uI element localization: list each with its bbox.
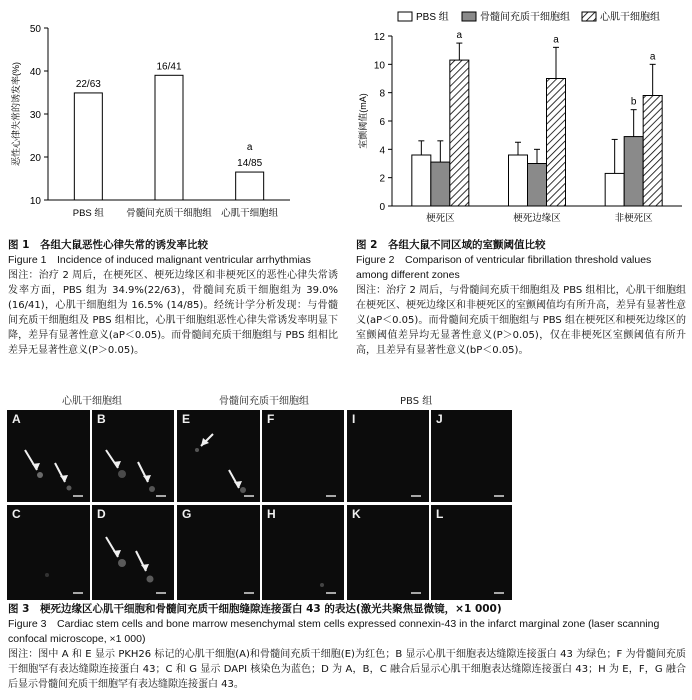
- panel-E: E: [177, 410, 260, 502]
- significance-label: a: [553, 34, 559, 46]
- y-tick-label: 10: [373, 60, 385, 72]
- figure3-caption-note: 图注：图中 A 和 E 显示 PKH26 标记的心肌干细胞(A)和骨髓间充质干细胞(E)为红色；B 显示心肌干细胞表达缝隙连接蛋白 43 为绿色；F 为骨髓间充质干细胞罕有表达缝隙连接蛋白 43；C 和 G 显示 DAPI 核染色为蓝色；D 为 A，B，C 融合后显示心肌干细胞表达缝隙连接蛋白 43；H 为 E，F，G 融合后显示骨髓间充质干细胞罕有表达缝隙连接蛋白 43。: [8, 649, 686, 690]
- bar: [74, 93, 102, 200]
- y-tick-label: 12: [373, 32, 385, 43]
- figure3-group-label-pbs: PBS 组: [400, 396, 433, 407]
- x-tick-label: 骨髓间充质干细胞组: [126, 208, 212, 219]
- x-tick-label: 非梗死区: [614, 213, 653, 224]
- figure1-caption: [8, 238, 338, 358]
- legend-label: 骨髓间充质干细胞组: [480, 12, 570, 23]
- panel-D: D: [92, 505, 174, 600]
- x-tick-label: 梗死边缘区: [513, 213, 561, 224]
- y-tick-label: 20: [29, 153, 41, 164]
- bar: [547, 79, 566, 207]
- figure2-caption-title: 图 2 各组大鼠不同区域的室颤阈值比较: [356, 239, 546, 251]
- panel-H: H: [262, 505, 344, 600]
- x-tick-label: 梗死区: [426, 213, 455, 224]
- y-tick-label: 10: [29, 196, 41, 207]
- y-tick-label: 30: [29, 110, 41, 121]
- significance-label: a: [649, 51, 656, 63]
- significance-label: b: [630, 96, 637, 108]
- figure2-caption-note: 图注：治疗 2 周后，与骨髓间充质干细胞组及 PBS 组相比，心肌干细胞组在梗死区、梗死边缘区和非梗死区的室颤阈值均有所升高，差异有显著性意义(aP＜0.05)。而骨髓间充质干细胞组与 PBS 组在梗死区和梗死边缘区的室颤阈值差异均无显著性意义(P＞0.05)，仅在非梗死区室颤阈值有所升高，且差异有显著性意义(bP＜0.05)。: [356, 285, 686, 356]
- figure2-caption-en-2: among different zones: [356, 269, 460, 281]
- y-tick-label: 2: [379, 173, 385, 185]
- y-tick-label: 40: [29, 67, 41, 78]
- bar: [155, 75, 183, 200]
- legend-swatch: [462, 12, 476, 21]
- y-tick-label: 4: [379, 145, 385, 157]
- y-axis-label: 室颤阈值(mA): [358, 93, 368, 149]
- panel-G: G: [177, 505, 260, 600]
- bar: [509, 155, 528, 206]
- figure2-caption-en-1: Figure 2 Comparison of ventricular fibrillation threshold values: [356, 254, 652, 266]
- bar: [643, 96, 662, 207]
- bar: [236, 172, 264, 200]
- panel-C: C: [7, 505, 90, 600]
- figure1-caption-title: 图 1 各组大鼠恶性心律失常的诱发率比较: [8, 239, 208, 251]
- panel-I: I: [347, 410, 429, 502]
- y-tick-label: 6: [379, 117, 385, 128]
- panel-A: A: [7, 410, 90, 502]
- bar-value-label: 14/85: [237, 158, 263, 170]
- figure3-group-label-csc: 心肌干细胞组: [62, 396, 122, 407]
- figure1-caption-note: 图注：治疗 2 周后，在梗死区、梗死边缘区和非梗死区的恶性心律失常诱发率方面，PBS 组为 34.9%(22/63)，骨髓间充质干细胞组为 39.0%(16/41)，心肌干细胞组为 16.5% (14/85)。经统计学分析发现：与骨髓间充质干细胞组及 PBS 组相比，心肌干细胞组恶性心律失常诱发率明显下降，差异有显著性意义(aP＜0.05)。而骨髓间充质干细胞组与 PBS 组相比差异无显著性意义(P＞0.05)。: [8, 270, 338, 356]
- bar: [605, 173, 624, 206]
- y-tick-label: 8: [379, 88, 385, 100]
- legend-label: 心肌干细胞组: [600, 12, 660, 23]
- panel-K: K: [347, 505, 429, 600]
- bar: [412, 155, 431, 206]
- x-tick-label: PBS 组: [72, 208, 104, 219]
- panel-B: B: [92, 410, 174, 502]
- panel-J-content: [431, 410, 512, 502]
- figure2-caption: [356, 238, 686, 358]
- bar: [431, 162, 450, 206]
- y-tick-label: 50: [29, 24, 41, 35]
- panel-I-content: [347, 410, 429, 502]
- figure1-chart: [0, 0, 300, 230]
- x-tick-label: 心肌干细胞组: [221, 208, 279, 219]
- figure3-caption-en: Figure 3 Cardiac stem cells and bone marrow mesenchymal stem cells expressed connexin-43 in the infarct marginal zone (laser scanning confocal microscope, ×1 000): [8, 618, 660, 645]
- panel-J: J: [431, 410, 512, 502]
- bar-value-label: 22/63: [75, 78, 101, 90]
- figure3-caption-title: 图 3 梗死边缘区心肌干细胞和骨髓间充质干细胞缝隙连接蛋白 43 的表达(激光共聚焦显微镜，×1 000): [8, 603, 502, 615]
- figure3-caption: [8, 602, 686, 692]
- figure1-caption-en: Figure 1 Incidence of induced malignant ventricular arrhythmias: [8, 254, 311, 266]
- figure3-group-label-bmsc: 骨髓间充质干细胞组: [219, 396, 309, 407]
- bar: [528, 164, 547, 207]
- legend-swatch: [398, 12, 412, 21]
- panel-L: L: [431, 505, 512, 600]
- y-axis-label: 恶性心律失常的诱发率(%): [11, 62, 21, 166]
- y-tick-label: 0: [379, 202, 385, 213]
- figure3-micrographs: [7, 410, 512, 600]
- figure2-chart: [352, 0, 692, 230]
- legend-swatch: [582, 12, 596, 21]
- bar-value-label: 16/41: [156, 61, 182, 73]
- significance-label: a: [246, 142, 253, 154]
- panel-F: F: [262, 410, 344, 502]
- legend-label: PBS 组: [416, 12, 449, 23]
- significance-label: a: [456, 30, 463, 42]
- bar: [624, 137, 643, 206]
- bar: [450, 60, 469, 206]
